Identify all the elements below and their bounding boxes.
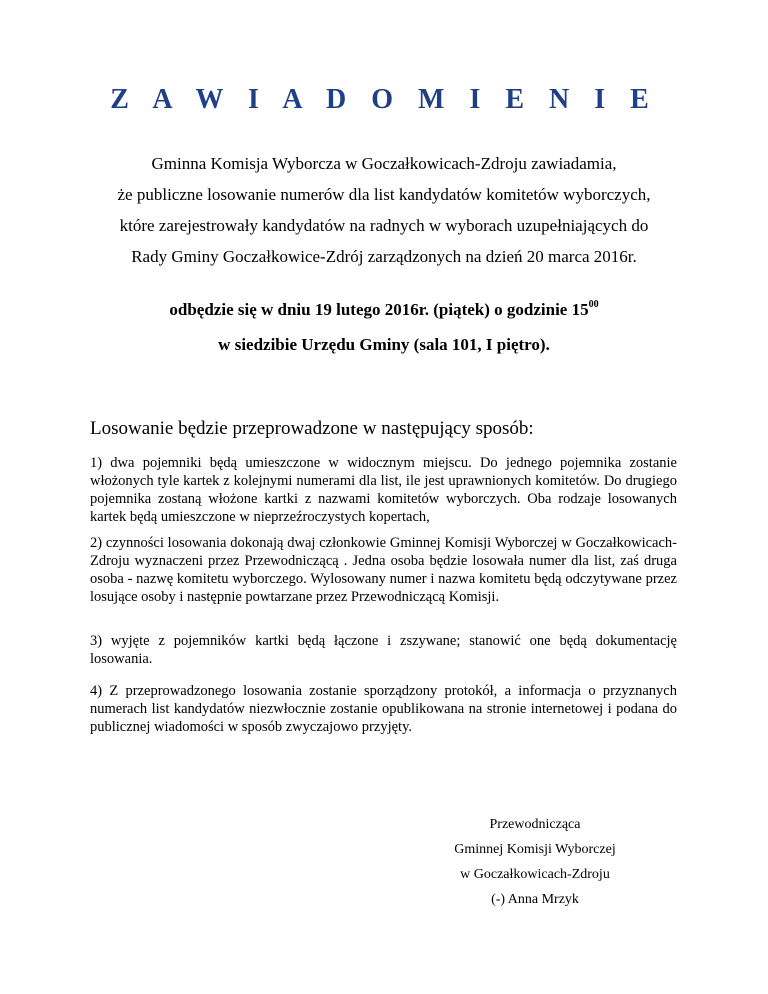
procedure-item: 4) Z przeprowadzonego losowania zostanie sporządzony protokół, a informacja o przyznanych numerach list kandydatów niezwłocznie zostanie opublikowana na stronie internetowej i podana do publicznej wiadomości w sposób zwyczajowo przyjęty. bbox=[90, 683, 677, 735]
intro-line: które zarejestrowały kandydatów na radnych w wyborach uzupełniających do bbox=[119, 216, 649, 235]
intro-line: że publiczne losowanie numerów dla list kandydatów komitetów wyborczych, bbox=[117, 185, 651, 204]
event-time-superscript: 00 bbox=[588, 299, 599, 310]
signature-body: Gminnej Komisji Wyborczej bbox=[454, 842, 616, 857]
intro-line: Gminna Komisja Wyborcza w Goczałkowicach-Zdroju zawiadamia, bbox=[151, 154, 617, 173]
event-location-line: w siedzibie Urzędu Gminy (sala 101, I piętro). bbox=[218, 335, 550, 354]
event-date-line bbox=[60, 292, 708, 327]
signature-block bbox=[430, 812, 640, 912]
intro-paragraph bbox=[60, 148, 708, 272]
procedure-item: 3) wyjęte z pojemników kartki będą łączone i zszywane; stanowić one będą dokumentację losowania. bbox=[90, 633, 677, 667]
procedure-item: 1) dwa pojemniki będą umieszczone w widocznym miejscu. Do jednego pojemnika zostanie włożonych tyle kartek z kolejnymi numerami dla list, ile jest uprawnionych komitetów. Do drugiego pojemnika zostaną włożone kartki z nazwami komitetów wyborczych. Oba rodzaje losowanych kartek będą umieszczone w nieprzeźroczystych kopertach, bbox=[90, 455, 677, 525]
signature-name: (-) Anna Mrzyk bbox=[491, 892, 579, 907]
method-heading: Losowanie będzie przeprowadzone w następujący sposób: bbox=[90, 418, 534, 439]
signature-role: Przewodnicząca bbox=[489, 817, 581, 832]
signature-place: w Goczałkowicach-Zdroju bbox=[460, 867, 610, 882]
event-details bbox=[60, 292, 708, 362]
event-date-text: odbędzie się w dniu 19 lutego 2016r. (piątek) o godzinie 15 bbox=[169, 300, 589, 319]
procedure-item: 2) czynności losowania dokonają dwaj członkowie Gminnej Komisji Wyborczej w Goczałkowicach-Zdroju wyznaczeni przez Przewodniczącą . Jedna osoba będzie losowała numer dla list, zaś druga osoba - nazwę komitetu wyborczego. Wylosowany numer i nazwa komitetu będą odczytywane przez losujące osoby i następnie powtarzane przez Przewodniczącą Komisji. bbox=[90, 535, 677, 605]
intro-line: Rady Gminy Goczałkowice-Zdrój zarządzonych na dzień 20 marca 2016r. bbox=[131, 247, 637, 266]
document-title: Z A W I A D O M I E N I E bbox=[110, 84, 658, 115]
